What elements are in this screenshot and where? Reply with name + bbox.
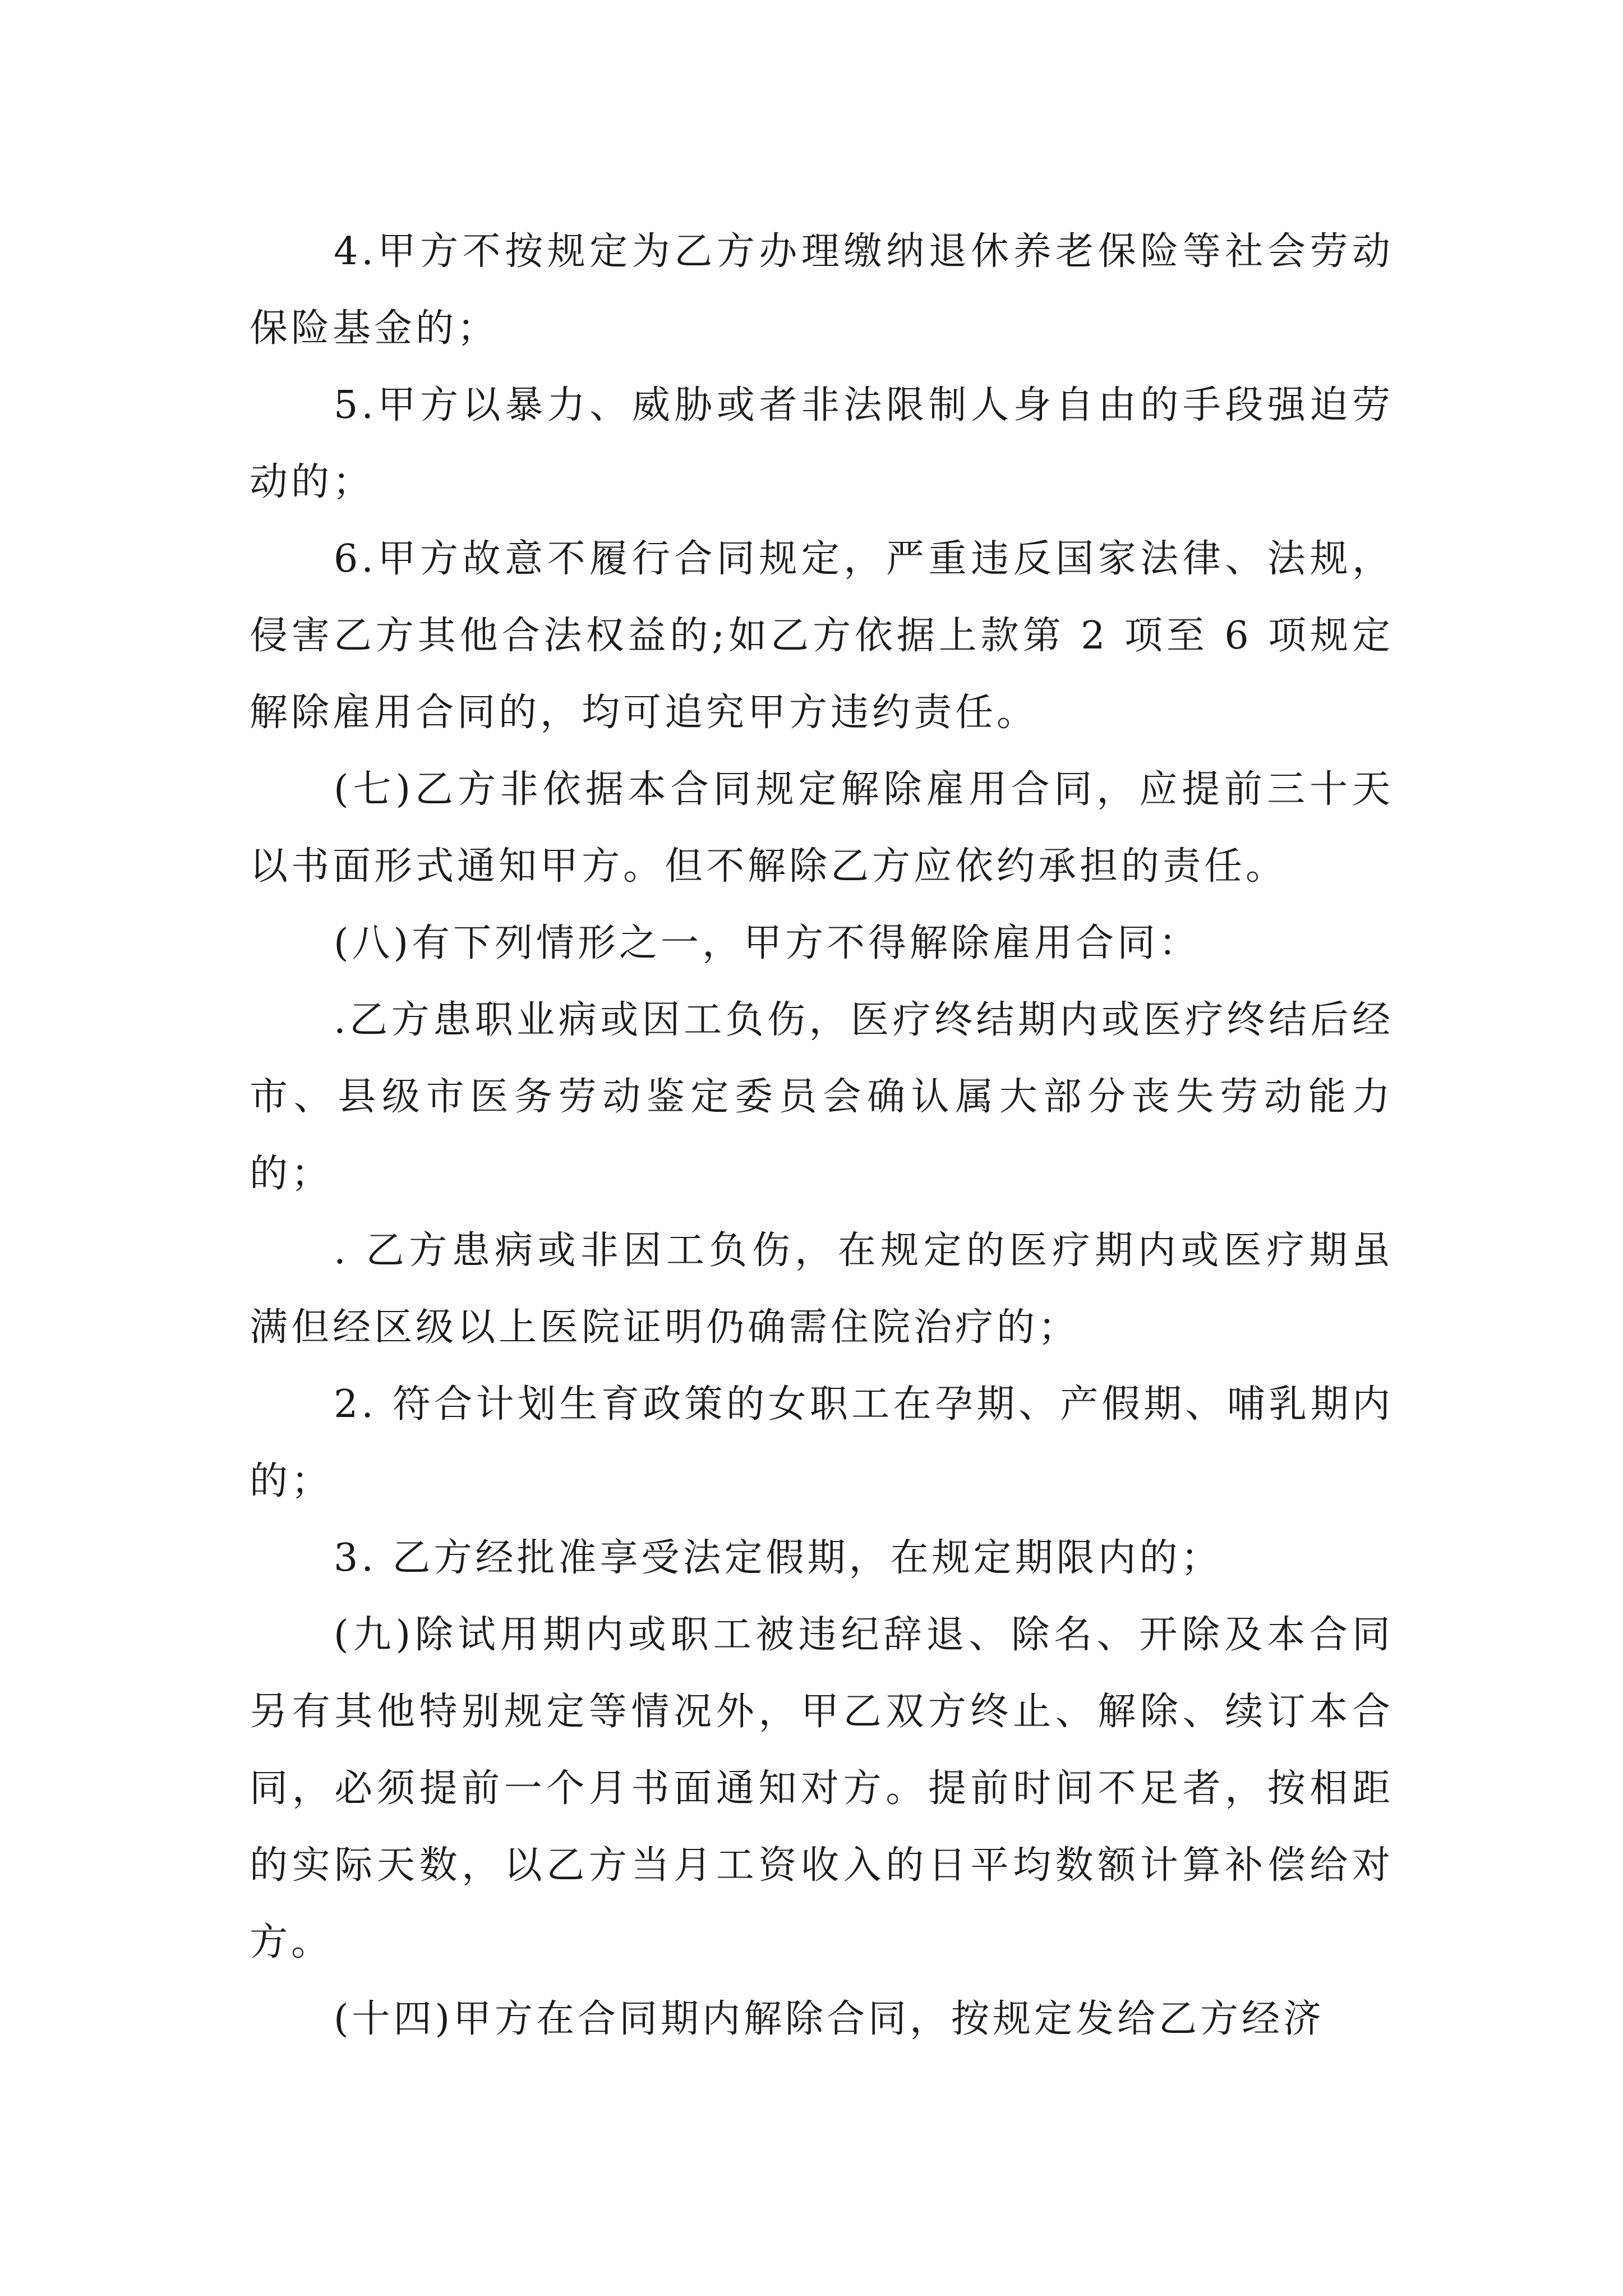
paragraph-clause-9: (九)除试用期内或职工被违纪辞退、除名、开除及本合同另有其他特别规定等情况外，甲乙双方终止、解除、续订本合同，必须提前一个月书面通知对方。提前时间不足者，按相距的实际天数，以乙方当月工资收入的日平均数额计算补偿给对方。: [250, 1613, 1394, 1964]
paragraph-clause-8-item-b: . 乙方患病或非因工负伤，在规定的医疗期内或医疗期虽满但经区级以上医院证明仍确需住院治疗的；: [250, 1228, 1394, 1350]
paragraph-clause-8-item-3: 3. 乙方经批准享受法定假期，在规定期限内的；: [334, 1536, 1223, 1580]
paragraph-clause-7: (七)乙方非依据本合同规定解除雇用合同，应提前三十天以书面形式通知甲方。但不解除乙方应依约承担的责任。: [250, 767, 1394, 889]
paragraph-clause-8-item-a: .乙方患职业病或因工负伤，医疗终结期内或医疗终结后经市、县级市医务劳动鉴定委员会确认属大部分丧失劳动能力的；: [250, 998, 1394, 1196]
paragraph-item-5: 5.甲方以暴力、威胁或者非法限制人身自由的手段强迫劳动的；: [250, 383, 1394, 504]
paragraph-clause-8: (八)有下列情形之一，甲方不得解除雇用合同：: [334, 921, 1201, 965]
document-body: [250, 213, 1394, 2058]
paragraph-clause-8-item-2: 2. 符合计划生育政策的女职工在孕期、产假期、哺乳期内的；: [250, 1382, 1394, 1503]
paragraph-item-6: 6.甲方故意不履行合同规定，严重违反国家法律、法规，侵害乙方其他合法权益的;如乙方依据上款第 2 项至 6 项规定解除雇用合同的，均可追究甲方违约责任。: [250, 537, 1394, 735]
paragraph-clause-14: (十四)甲方在合同期内解除合同，按规定发给乙方经济: [334, 1997, 1325, 2041]
paragraph-item-4: 4.甲方不按规定为乙方办理缴纳退休养老保险等社会劳动保险基金的；: [250, 229, 1394, 351]
